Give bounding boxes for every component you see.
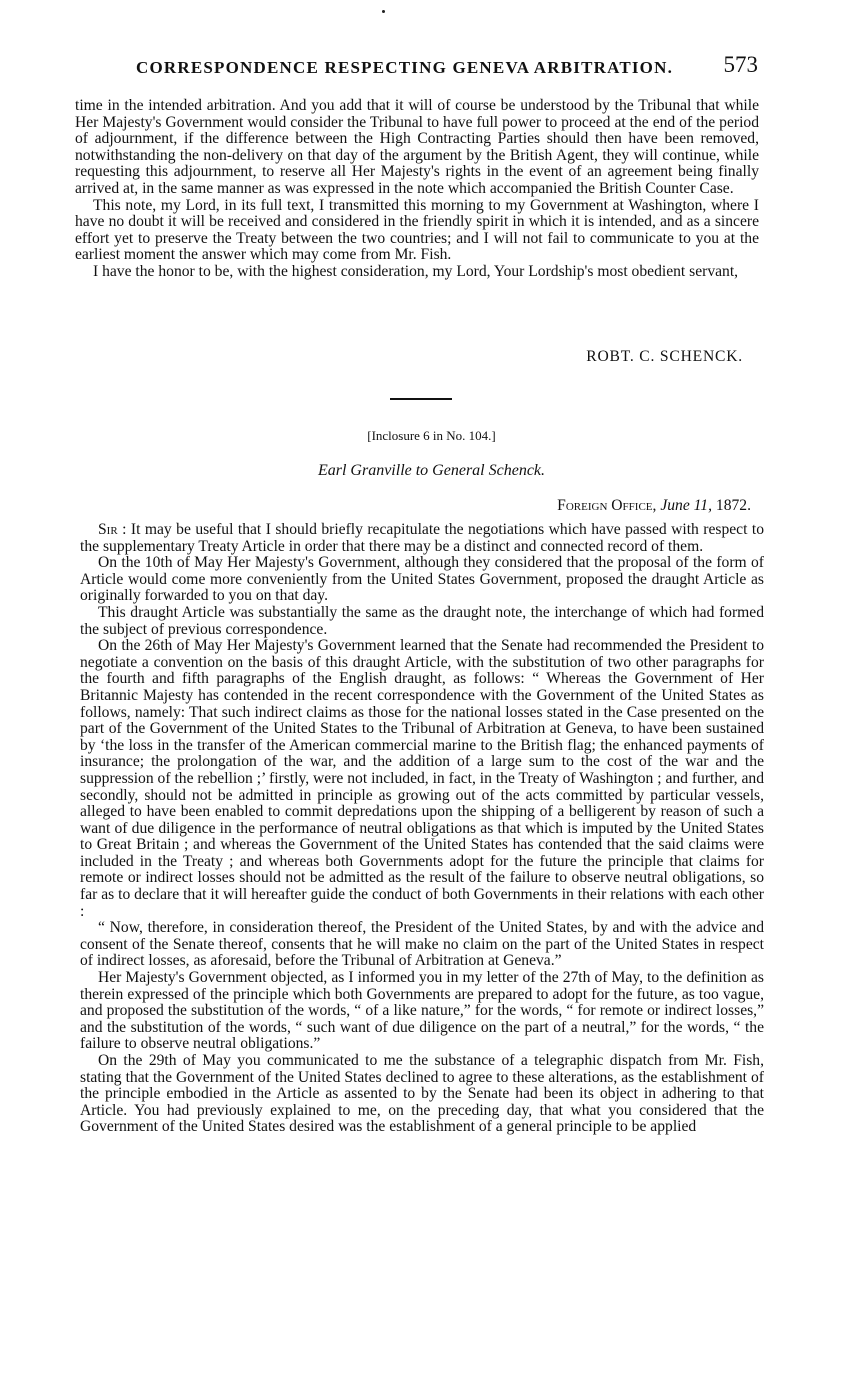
paragraph: On the 29th of May you communicated to me the substance of a telegraphic dispatch from Mr. Fish, stating that the Government of the United States declined to agree to these alterations, as the establishment of the principle embodied in the Article as assented to by the Senate had been its object in adhering to that Article. You had previously explained to me, on the preceding day, that what you considered that the Government of the United States desired was the establishment of a general principle to be applied (80, 1052, 764, 1136)
running-head: CORRESPONDENCE RESPECTING GENEVA ARBITRATION. (136, 58, 674, 77)
dateline-place: Foreign Office, (557, 497, 657, 514)
first-letter-body (75, 98, 759, 281)
paragraph: time in the intended arbitration. And you add that it will of course be understood by the Tribunal that while Her Majesty's Government would consider the Tribunal to have full power to proceed at the end of the period of adjournment, if the difference between the High Contracting Parties should then have been removed, notwithstanding the non-delivery on that day of the argument by the British Agent, they will continue, while requesting this adjournment, to reserve all Her Majesty's rights in the event of an agreement being finally arrived at, in the same manner as was expressed in the note which accompanied the British Counter Case. (75, 97, 759, 197)
paragraph: On the 26th of May Her Majesty's Government learned that the Senate had recommended the President to negotiate a convention on the basis of this draught Article, with the substitution of two other paragraphs for the fourth and fifth paragraphs of the English draught, as follows: “ Whereas the Government of Her Britannic Majesty has contended in the recent correspondence with the Government of the United States as follows, namely: That such indirect claims as those for the national losses stated in the Case presented on the part of the Government of the United States to the Tribunal of Arbitration at Geneva, to have been sustained by ‘the loss in the transfer of the American commercial marine to the British flag; the enhanced payments of insurance; the prolongation of the war, and the addition of a large sum to the cost of the war and the suppression of the rebellion ;’ firstly, were not included, in fact, in the Treaty of Washington ; and further, and secondly, should not be admitted in principle as growing out of the acts committed by particular vessels, alleged to have been enabled to commit depredations upon the shipping of a belligerent by reason of such a want of due diligence in the performance of neutral obligations as that which is imputed by the United States to Great Britain ; and whereas the Government of the United States has contended that the said claims were included in the Treaty ; and whereas both Governments adopt for the future the principle that claims for remote or indirect losses should not be admitted as the result of the failure to observe neutral obligations, so far as to declare that it will hereafter guide the conduct of both Governments in their relations with each other : (80, 637, 764, 920)
paragraph: Her Majesty's Government objected, as I informed you in my letter of the 27th of May, to the definition as therein expressed of the principle which both Governments are prepared to adopt for the future, as too vague, and proposed the substitution of the words, “ of a like nature,” for the words, “ for remote or indirect losses,” and the substitution of the words, “ such want of due diligence on the part of a neutral,” for the words, “ the failure to observe neutral obligations.” (80, 969, 764, 1053)
second-letter-body (80, 522, 764, 1136)
page-number: 573 (723, 52, 758, 77)
paragraph-text: It may be useful that I should briefly recapitulate the negotiations which have passed with respect to the supplementary Treaty Article in order that there may be a distinct and connected record of them. (80, 521, 765, 555)
letter-title: Earl Granville to General Schenck. (317, 462, 546, 479)
paragraph: On the 10th of May Her Majesty's Government, although they considered that the proposal of the form of Article would come more conveniently from the United States Government, proposed the draught Article as originally forwarded to you on that day. (80, 554, 764, 605)
inclosure-label: [Inclosure 6 in No. 104.] (367, 428, 496, 443)
salutation: Sir : (98, 521, 127, 538)
section-divider (390, 398, 452, 400)
signature: ROBT. C. SCHENCK. (586, 348, 743, 365)
paragraph: “ Now, therefore, in consideration thereof, the President of the United States, by and with the advice and consent of the Senate thereof, consents that he will make no claim on the part of the United States in respect of indirect losses, as aforesaid, before the Tribunal of Arbitration at Geneva.” (80, 919, 764, 970)
paragraph: I have the honor to be, with the highest consideration, my Lord, Your Lordship's most obedient servant, (93, 262, 739, 280)
dateline (557, 497, 751, 515)
paragraph: This draught Article was substantially the same as the draught note, the interchange of which had formed the subject of previous correspondence. (80, 603, 764, 638)
paragraph: This note, my Lord, in its full text, I transmitted this morning to my Government at Washington, where I have no doubt it will be received and considered in the friendly spirit in which it is intended, and as a sincere effort yet to preserve the Treaty between the two countries; and I will not fail to communicate to you at the earliest moment the answer which may come from Mr. Fish. (75, 196, 759, 264)
dateline-date: June 11, (660, 497, 712, 514)
scan-speck (382, 10, 385, 13)
page-header (136, 52, 758, 80)
dateline-year: 1872. (715, 497, 751, 514)
paragraph (80, 522, 764, 555)
